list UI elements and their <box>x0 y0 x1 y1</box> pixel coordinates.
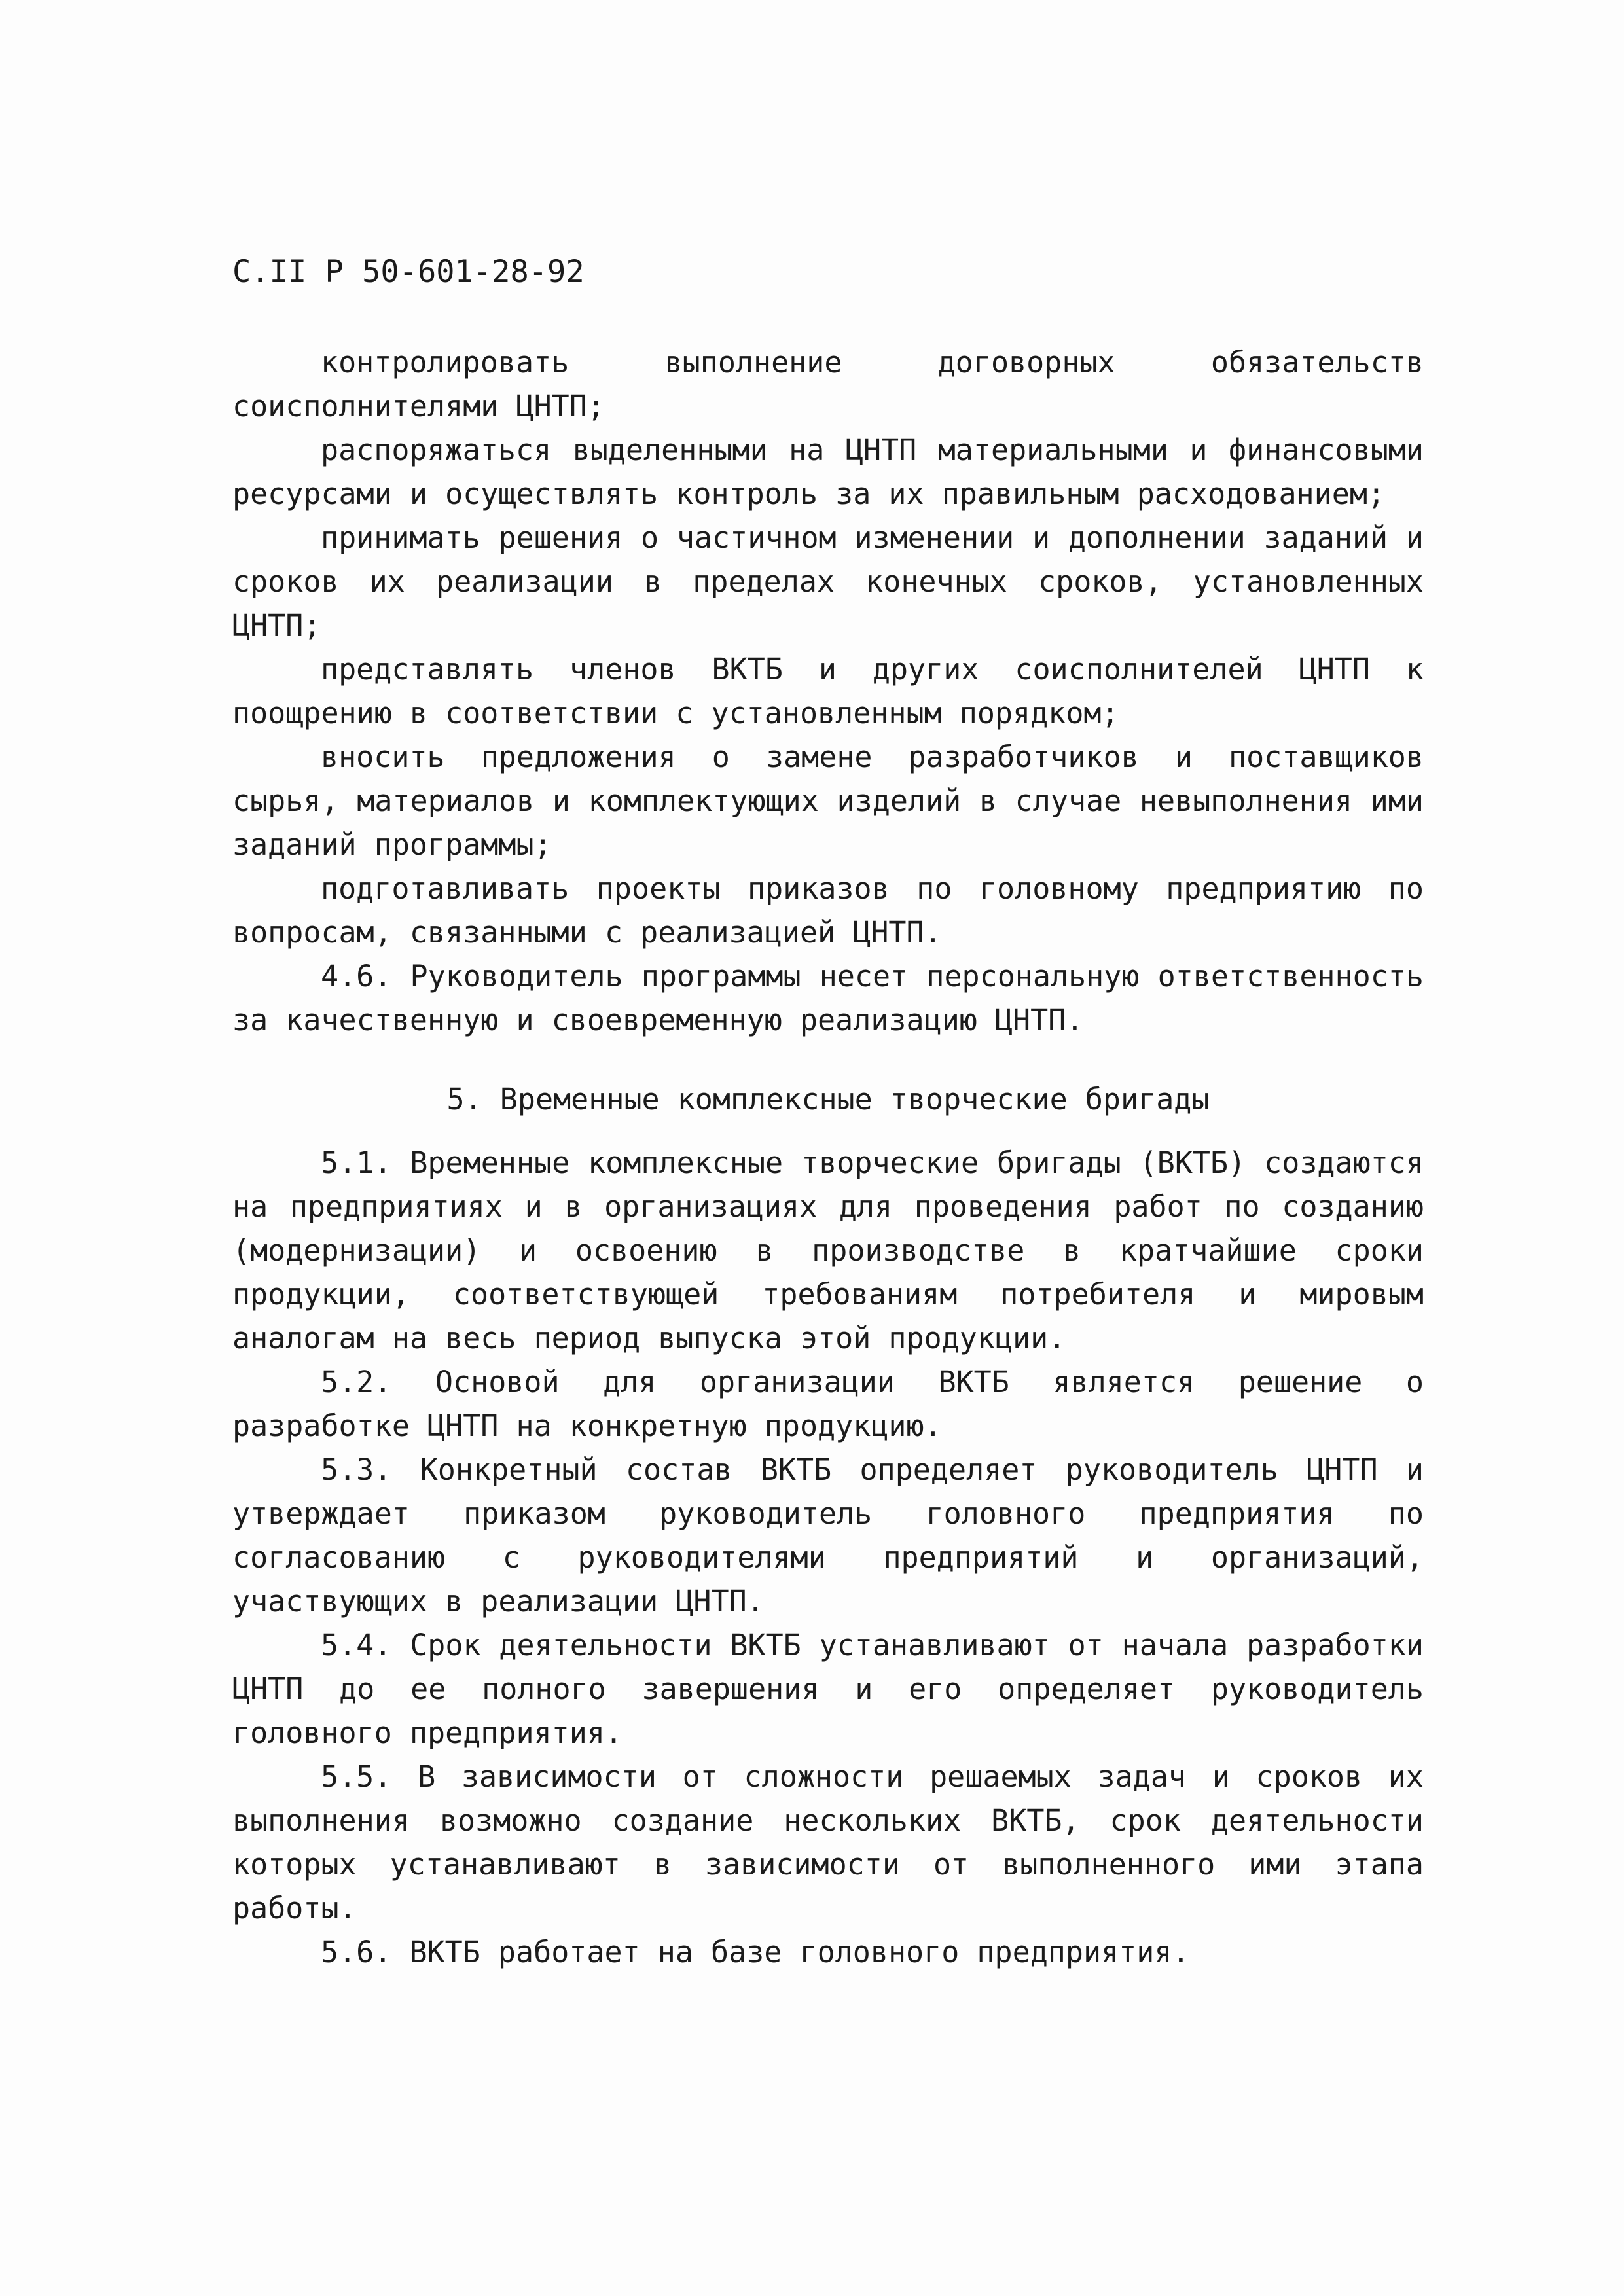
list-item: представлять членов ВКТБ и других соисполнителей ЦНТП к поощрению в соответствии с установленным порядком; <box>232 652 1424 730</box>
page-header: С.II Р 50-601-28-92 <box>232 254 585 290</box>
list-item: подготавливать проекты приказов по головному предприятию по вопросам, связанными с реализацией ЦНТП. <box>232 871 1424 950</box>
paragraph-5-5: 5.5. В зависимости от сложности решаемых задач и сроков их выполнения возможно создание нескольких ВКТБ, срок деятельности которых устанавливают в зависимости от выполненного ими этапа работы. <box>232 1759 1424 1926</box>
paragraph-5-1: 5.1. Временные комплексные творческие бригады (ВКТБ) создаются на предприятиях и в организациях для проведения работ по созданию (модернизации) и освоению в производстве в кратчайшие сроки продукции, соответствующей требованиям потребителя и мировым аналогам на весь период выпуска этой продукции. <box>232 1145 1424 1355</box>
list-item: вносить предложения о замене разработчиков и поставщиков сырья, материалов и комплектующих изделий в случае невыполнения ими заданий программы; <box>232 740 1424 862</box>
paragraph-5-4: 5.4. Срок деятельности ВКТБ устанавливают от начала разработки ЦНТП до ее полного завершения и его определяет руководитель головного предприятия. <box>232 1628 1424 1750</box>
list-item: распоряжаться выделенными на ЦНТП материальными и финансовыми ресурсами и осуществлять контроль за их правильным расходованием; <box>232 433 1424 511</box>
list-item: принимать решения о частичном изменении и дополнении заданий и сроков их реализации в пределах конечных сроков, установленных ЦНТП; <box>232 520 1424 643</box>
paragraph-5-6: 5.6. ВКТБ работает на базе головного предприятия. <box>321 1935 1190 1969</box>
list-item: контролировать выполнение договорных обязательств соисполнителями ЦНТП; <box>232 345 1424 423</box>
section-heading: 5. Временные комплексные творческие бригады <box>446 1082 1210 1117</box>
paragraph-5-3: 5.3. Конкретный состав ВКТБ определяет руководитель ЦНТП и утверждает приказом руководитель головного предприятия по согласованию с руководителями предприятий и организаций, участвующих в реализации ЦНТП. <box>232 1452 1424 1619</box>
paragraph-5-2: 5.2. Основой для организации ВКТБ является решение о разработке ЦНТП на конкретную продукцию. <box>232 1365 1424 1443</box>
document-body <box>232 340 1424 1974</box>
paragraph-4-6: 4.6. Руководитель программы несет персональную ответственность за качественную и своевременную реализацию ЦНТП. <box>232 959 1424 1037</box>
